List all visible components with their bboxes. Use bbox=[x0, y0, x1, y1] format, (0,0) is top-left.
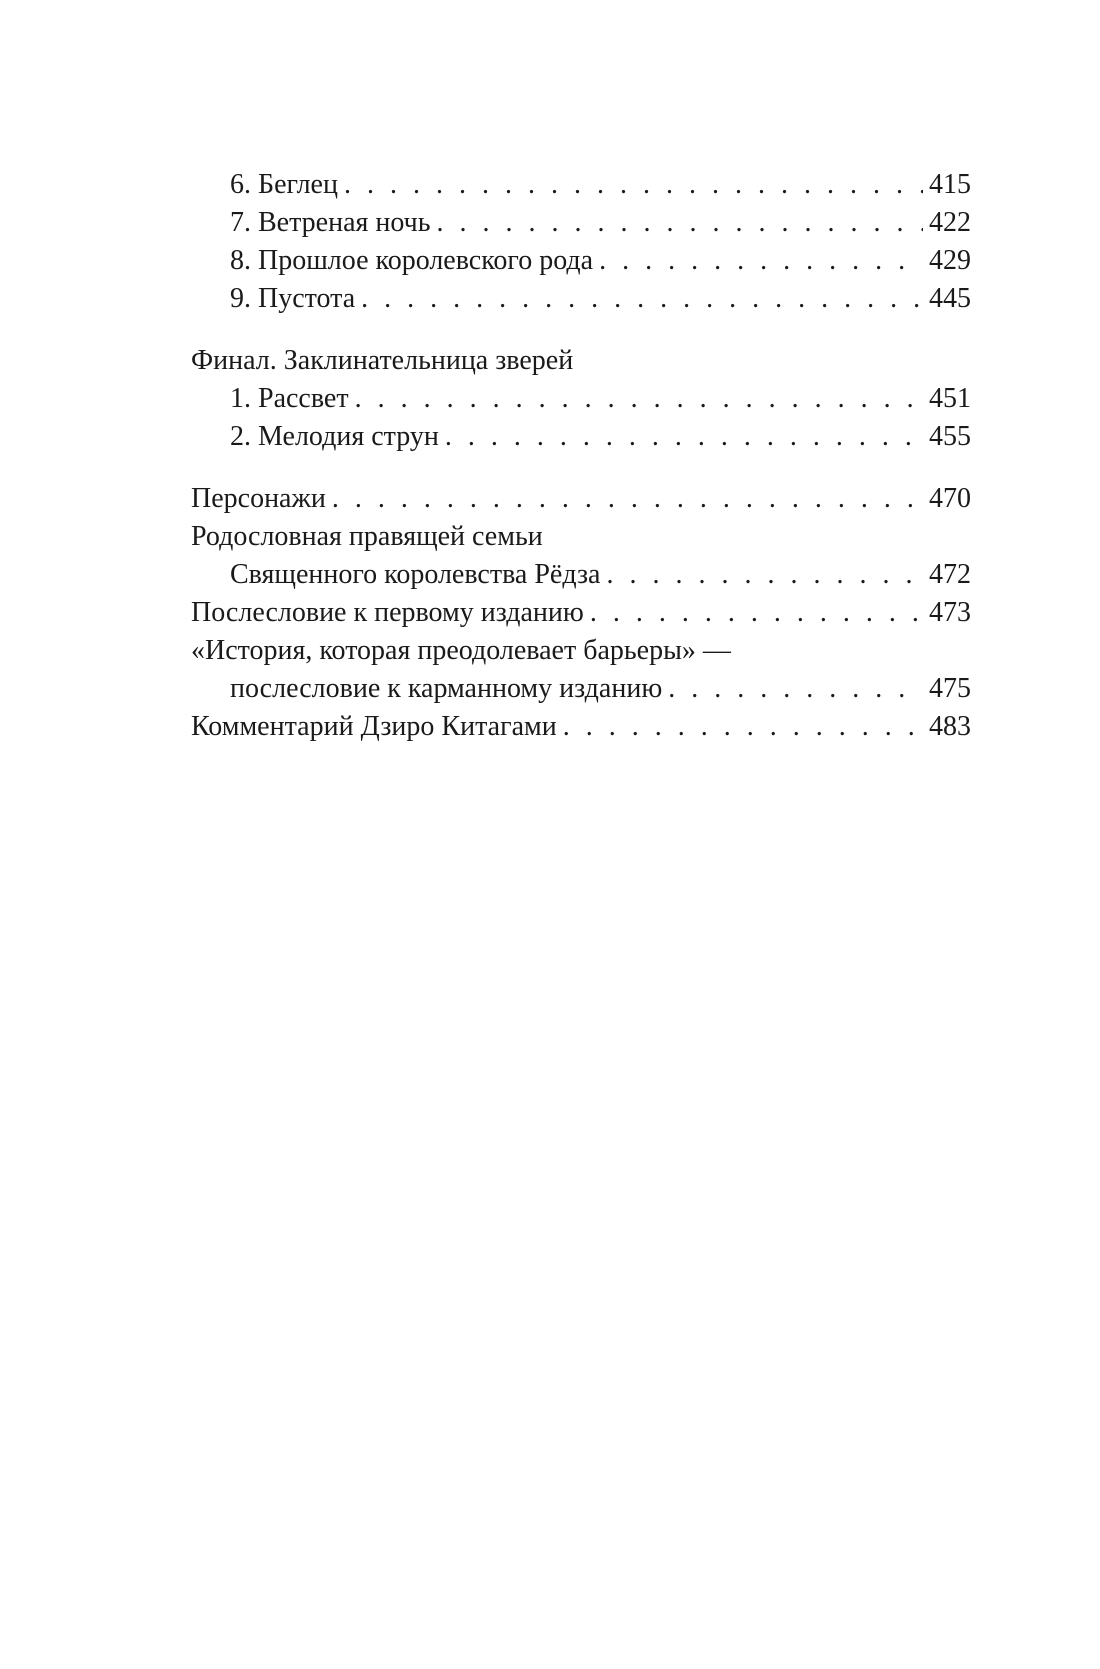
toc-entry-title: 9. Пустота bbox=[230, 283, 356, 314]
toc-entry-title: 7. Ветреная ночь bbox=[230, 207, 431, 238]
toc-entry-page: 451 bbox=[929, 383, 971, 414]
dot-leader bbox=[445, 418, 923, 456]
toc-entry-title: «История, которая преодолевает барьеры» — bbox=[191, 635, 731, 666]
table-of-contents bbox=[191, 166, 971, 746]
dot-leader bbox=[361, 280, 923, 318]
toc-entry[interactable] bbox=[191, 204, 971, 242]
toc-entry[interactable] bbox=[191, 166, 971, 204]
toc-entry-genealogy-line2[interactable] bbox=[191, 556, 971, 594]
dot-leader bbox=[563, 708, 923, 746]
toc-section-heading bbox=[191, 342, 971, 380]
toc-entry-page: 483 bbox=[929, 711, 971, 742]
toc-entry-page: 475 bbox=[929, 673, 971, 704]
toc-entry[interactable] bbox=[191, 280, 971, 318]
toc-entry-page: 445 bbox=[929, 283, 971, 314]
toc-entry-commentary[interactable] bbox=[191, 708, 971, 746]
dot-leader bbox=[606, 556, 923, 594]
toc-entry-page: 415 bbox=[929, 169, 971, 200]
dot-leader bbox=[437, 204, 923, 242]
toc-entry-page: 472 bbox=[929, 559, 971, 590]
toc-entry-page: 422 bbox=[929, 207, 971, 238]
toc-entry-title: послесловие к карманному изданию bbox=[230, 673, 663, 704]
toc-entry-title: Послесловие к первому изданию bbox=[191, 597, 584, 628]
toc-entry-title: 1. Рассвет bbox=[230, 383, 349, 414]
toc-entry-title: Комментарий Дзиро Китагами bbox=[191, 711, 557, 742]
toc-entry-title: 2. Мелодия струн bbox=[230, 421, 439, 452]
toc-entry[interactable] bbox=[191, 242, 971, 280]
toc-entry-page: 429 bbox=[929, 245, 971, 276]
dot-leader bbox=[668, 670, 923, 708]
finale-heading: Финал. Заклинательница зверей bbox=[191, 345, 574, 376]
toc-entry-title: Священного королевства Рёдза bbox=[230, 559, 601, 590]
toc-entry-title: Персонажи bbox=[191, 483, 326, 514]
toc-entry-genealogy-line1[interactable] bbox=[191, 518, 971, 556]
toc-entry-title: Родословная правящей семьи bbox=[191, 521, 543, 552]
dot-leader bbox=[355, 380, 923, 418]
toc-entry-title: 6. Беглец bbox=[230, 169, 338, 200]
toc-entry-page: 473 bbox=[929, 597, 971, 628]
dot-leader bbox=[332, 480, 923, 518]
dot-leader bbox=[590, 594, 923, 632]
toc-entry-afterword-pocket-line1[interactable] bbox=[191, 632, 971, 670]
toc-entry-page: 470 bbox=[929, 483, 971, 514]
toc-entry-afterword-first[interactable] bbox=[191, 594, 971, 632]
toc-entry-page: 455 bbox=[929, 421, 971, 452]
toc-entry[interactable] bbox=[191, 418, 971, 456]
dot-leader bbox=[599, 242, 923, 280]
toc-entry-afterword-pocket-line2[interactable] bbox=[191, 670, 971, 708]
toc-entry-characters[interactable] bbox=[191, 480, 971, 518]
dot-leader bbox=[344, 166, 923, 204]
toc-entry[interactable] bbox=[191, 380, 971, 418]
toc-entry-title: 8. Прошлое королевского рода bbox=[230, 245, 594, 276]
